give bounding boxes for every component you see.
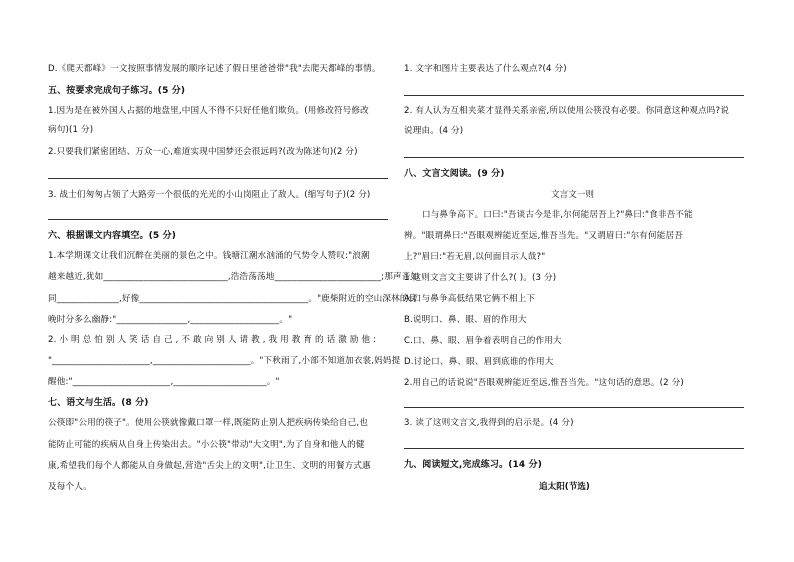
right-q2-line2: 说理由。(4 分) (404, 126, 464, 136)
section-7-title: 七、语文与生活。(8 分) (48, 398, 149, 408)
section-9-title: 九、阅读短文,完成练习。(14 分) (404, 460, 543, 470)
sec6-line2: 越来越近,犹如____________________________,浩浩荡荡地________________________;那声音如 (48, 272, 420, 282)
sec5-q1-line1: 1.因为是在被外国人占据的地盘里,中国人不得不只好任他们欺负。(用修改符号修改 (48, 106, 369, 116)
option-c: C.口、鼻、眼、眉争着表明自己的作用大 (404, 336, 562, 346)
answer-line (404, 95, 744, 96)
answer-line (48, 178, 388, 179)
sec5-q2: 2.只要我们紧密团结、万众一心,难道实现中国梦还会很远吗?(改为陈述句)(2 分) (48, 147, 358, 157)
option-d: D.《爬天都峰》一文按照事情发展的顺序记述了假日里爸爸带"我"去爬天都峰的事情。 (48, 64, 381, 74)
sec8-q3: 3. 读了这则文言文,我得到的启示是。(4 分) (404, 418, 574, 428)
sec7-line4: 及每个人。 (48, 482, 92, 492)
sec7-line3: 康,希望我们每个人都能从自身做起,营造"舌尖上的文明",让卫生、文明的用餐方式惠 (48, 461, 371, 471)
reading-passage-title: 追太阳(节选) (539, 482, 590, 492)
sec6-line4: 晚时分多么幽静:"________________,____________________。" (48, 315, 293, 325)
section-6-title: 六、根据课文内容填空。(5 分) (48, 231, 177, 241)
right-q2-line1: 2. 有人认为互相夹菜才显得关系亲密,所以使用公筷没有必要。你同意这种观点吗?说 (404, 106, 730, 116)
option-d: D.讨论口、鼻、眼、眉到底谁的作用大 (404, 357, 554, 367)
passage-line2: 辨。"眼谓鼻曰:"吾眼观辨能近至远,惟吾当先。"又谓眉曰:"尔有何能居吾 (404, 231, 683, 241)
sec6-line5: 2. 小 明 总 怕 别 人 笑 话 自 己 , 不 敢 向 别 人 请 教 , 我 用 教 育 的 话 激 励 他 : (48, 335, 377, 345)
sec6-line3: 同______________,好像______________________________________。"鹿柴附近的空山深林的傍 (48, 294, 418, 304)
sec6-line7: 醒他:"______________________,_____________________。" (48, 377, 280, 387)
classical-passage-title: 文言文一则 (551, 190, 594, 200)
sec8-q1: 1.这则文言文主要讲了什么?( )。(3 分) (404, 273, 557, 283)
sec7-line1: 公筷即"公用的筷子"。使用公筷就像戴口罩一样,既能防止别人把疾病传染给自己,也 (48, 418, 369, 428)
option-b: B.说明口、鼻、眼、眉的作用大 (404, 315, 527, 325)
section-5-title: 五、按要求完成句子练习。(5 分) (48, 86, 186, 96)
passage-line3: 上?"眉曰:"若无眉,以何面目示人哉?" (404, 252, 546, 262)
sec5-q1-line2: 病句)(1 分) (48, 125, 94, 135)
sec6-line6: "______________________,______________________。"下秋雨了,小部不知道加衣裳,妈妈提 (48, 356, 401, 366)
section-8-title: 八、文言文阅读。(9 分) (404, 169, 505, 179)
answer-line (404, 157, 744, 158)
answer-line (404, 407, 744, 408)
passage-line1: 口与鼻争高下。口曰:"吾谈古今是非,尔何能居吾上?"鼻曰:"食非吾不能 (422, 210, 693, 220)
answer-line (404, 448, 744, 449)
sec5-q3: 3. 战士们匆匆占领了大路旁一个很低的光光的小山岗阻止了敌人。(缩写句子)(2 分) (48, 190, 371, 200)
sec6-line1: 1.本学期课文让我们沉醉在美丽的景色之中。钱塘江潮水汹涌的气势令人赞叹:"浪潮 (48, 251, 370, 261)
option-a: A.口与鼻争高低结果它俩不相上下 (404, 294, 536, 304)
answer-line (48, 219, 388, 220)
sec7-line2: 能防止可能的疾病从自身上传染出去。"小公筷"带动"大文明",为了自身和他人的健 (48, 440, 365, 450)
right-q1: 1. 文字和图片主要表达了什么观点?(4 分) (404, 64, 567, 74)
sec8-q2: 2.用自己的话说说"吾眼观辨能近至远,惟吾当先。"这句话的意思。(2 分) (404, 378, 684, 388)
